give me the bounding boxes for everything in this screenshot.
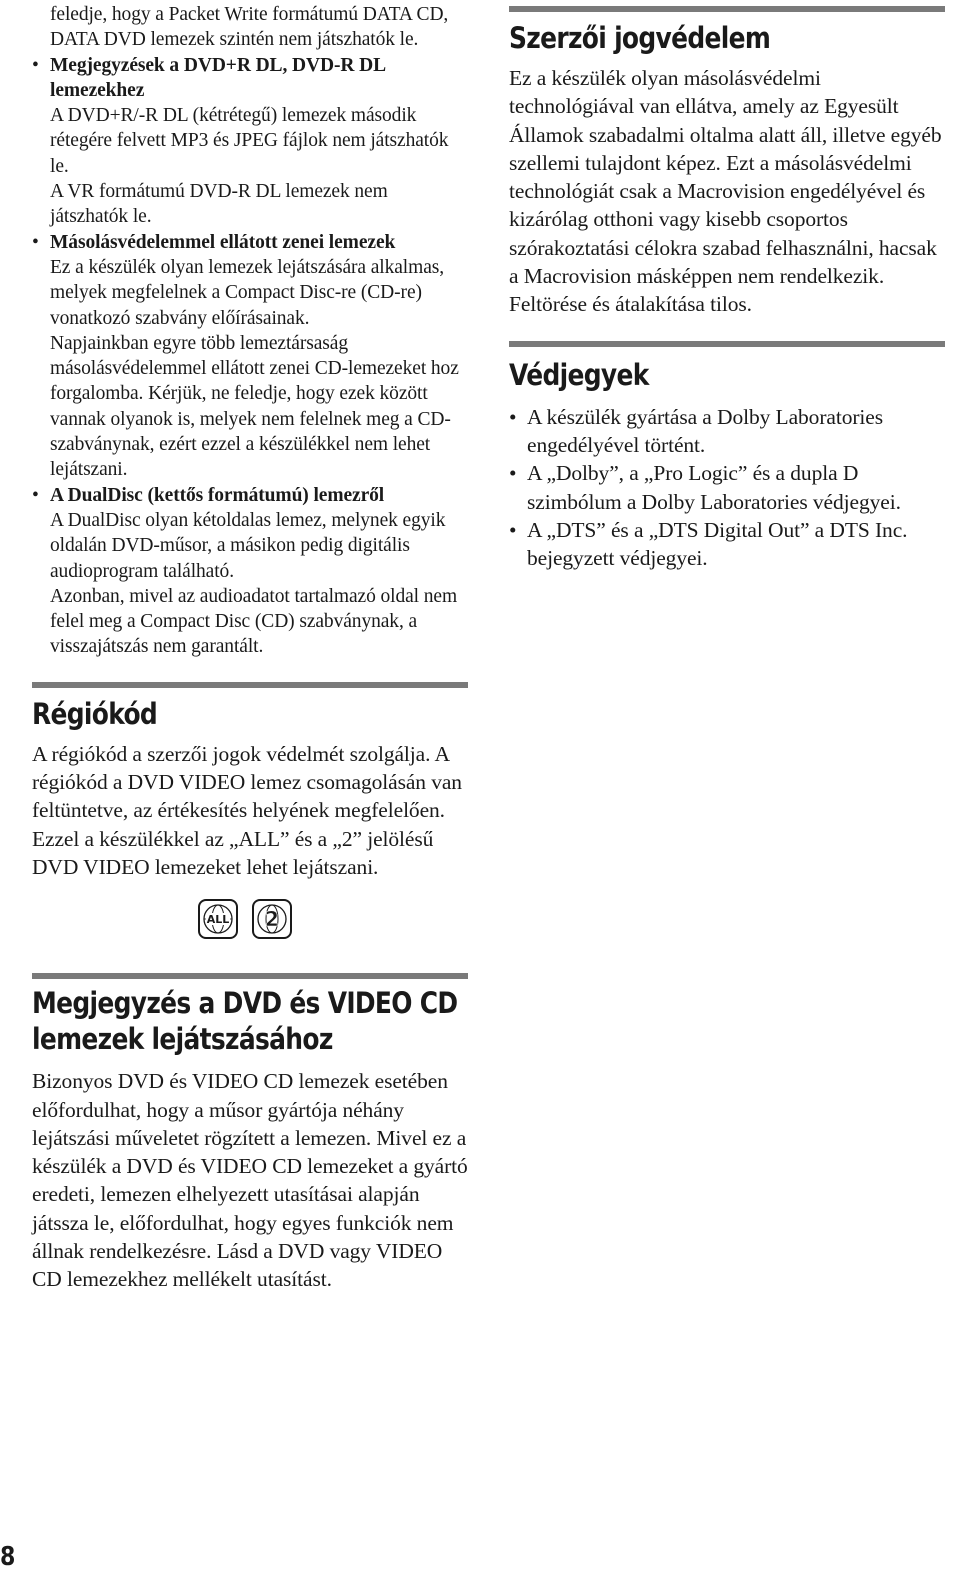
region-section bbox=[32, 682, 468, 939]
bullet-paragraph: A VR formátumú DVD-R DL lemezek nem játszhatók le. bbox=[50, 181, 388, 228]
note-section bbox=[32, 973, 468, 1293]
globe-icon bbox=[255, 902, 289, 936]
section-divider bbox=[32, 682, 468, 688]
section-title-line2: lemezek lejátszásához bbox=[32, 1022, 333, 1057]
region-2-icon bbox=[252, 899, 292, 939]
section-title: Régiókód bbox=[32, 696, 158, 731]
note-text: Bizonyos DVD és VIDEO CD lemezek esetében előfordulhat, hogy a műsor gyártója néhány lejátszási műveletet rögzített a lemezen. Mivel ez a készülék a DVD és VIDEO CD lemezeket a gyártó eredeti, lemezen elhelyezett utasításai alapján játssza le, előfordulhat, hogy egyes funkciók nem állnak rendelkezésre. Lásd a DVD vagy VIDEO CD lemezekhez mellékelt utasítást. bbox=[32, 1069, 468, 1292]
region-text: A régiókód a szerzői jogok védelmét szolgálja. A régiókód a DVD VIDEO lemez csomagolásán van feltüntetve, az értékesítés helyének megfelelően. Ezzel a készülékkel az „ALL” és a „2” jelölésű DVD VIDEO lemezeket lehet lejátszani. bbox=[32, 741, 462, 879]
region-badges bbox=[198, 899, 468, 939]
list-item bbox=[32, 483, 468, 660]
section-title: Szerzői jogvédelem bbox=[509, 21, 771, 55]
list-item: • A „Dolby”, a „Pro Logic” és a dupla D szimbólum a Dolby Laboratories védjegyei. bbox=[509, 459, 945, 516]
section-divider bbox=[509, 6, 945, 12]
bullet-paragraph: A DVD+R/-R DL (kétrétegű) lemezek második rétegére felvett MP3 és JPEG fájlok nem játszhatók le. bbox=[50, 105, 449, 177]
bullet-paragraph: Ez a készülék olyan lemezek lejátszására alkalmas, melyek megfelelnek a Compact Disc-re (CD-re) vonatkozó szabvány előírásainak. bbox=[50, 256, 445, 329]
copyright-section bbox=[509, 6, 945, 319]
badge-2-label: 2 bbox=[265, 907, 279, 932]
page-number: 8 bbox=[0, 1542, 16, 1572]
section-title-line1: Megjegyzés a DVD és VIDEO CD bbox=[32, 986, 458, 1021]
section-divider bbox=[32, 973, 468, 979]
section-divider bbox=[509, 341, 945, 347]
bullet-paragraph: Napjainkban egyre több lemeztársaság másolásvédelemmel ellátott zenei CD-lemezeket hoz forgalomba. Kérjük, ne feledje, hogy ezek között vannak olyanok is, melyek nem felelnek meg a CD-szabványnak, ezért ezzel a készülékkel nem lehet lejátszani. bbox=[50, 332, 459, 481]
right-column bbox=[509, 0, 945, 572]
bullet-title: • Megjegyzések a DVD+R DL, DVD-R DL lemezekhez bbox=[50, 54, 385, 101]
left-column bbox=[32, 0, 468, 1294]
bullet-title: • A DualDisc (kettős formátumú) lemezről bbox=[50, 484, 385, 506]
list-item: • A készülék gyártása a Dolby Laboratories engedélyével történt. bbox=[509, 403, 945, 460]
copyright-text: Ez a készülék olyan másolásvédelmi technológiával van ellátva, amely az Egyesült Államok szabadalmi oltalma alatt áll, illetve egyéb szellemi tulajdont képez. Ezt a másolásvédelmi technológiát csak a Macrovision engedélyével és kizárólag otthoni vagy kisebb csoportos szórakoztatási célokra szabad felhasználni, hacsak a Macrovision másképpen nem rendelkezik. Feltörése és átalakítása tilos. bbox=[509, 66, 942, 317]
badge-all-label: ALL bbox=[206, 913, 230, 927]
bullet-paragraph: A DualDisc olyan kétoldalas lemez, melynek egyik oldalán DVD-műsor, a másikon pedig digitális audioprogram található. bbox=[50, 509, 446, 582]
list-item bbox=[32, 230, 468, 483]
list-item bbox=[32, 53, 468, 230]
bullet-title: • Másolásvédelemmel ellátott zenei lemezek bbox=[50, 231, 396, 253]
intro-text: feledje, hogy a Packet Write formátumú DATA CD, DATA DVD lemezek szintén nem játszhatók le. bbox=[50, 4, 449, 51]
list-item: • A „DTS” és a „DTS Digital Out” a DTS Inc. bejegyzett védjegyei. bbox=[509, 516, 945, 573]
bullet-paragraph: Azonban, mivel az audioadatot tartalmazó oldal nem felel meg a Compact Disc (CD) szabványnak, a visszajátszás nem garantált. bbox=[50, 585, 458, 658]
region-all-icon bbox=[198, 899, 238, 939]
section-title: Védjegyek bbox=[509, 357, 649, 392]
trademarks-section bbox=[509, 341, 945, 573]
globe-icon bbox=[201, 902, 235, 936]
